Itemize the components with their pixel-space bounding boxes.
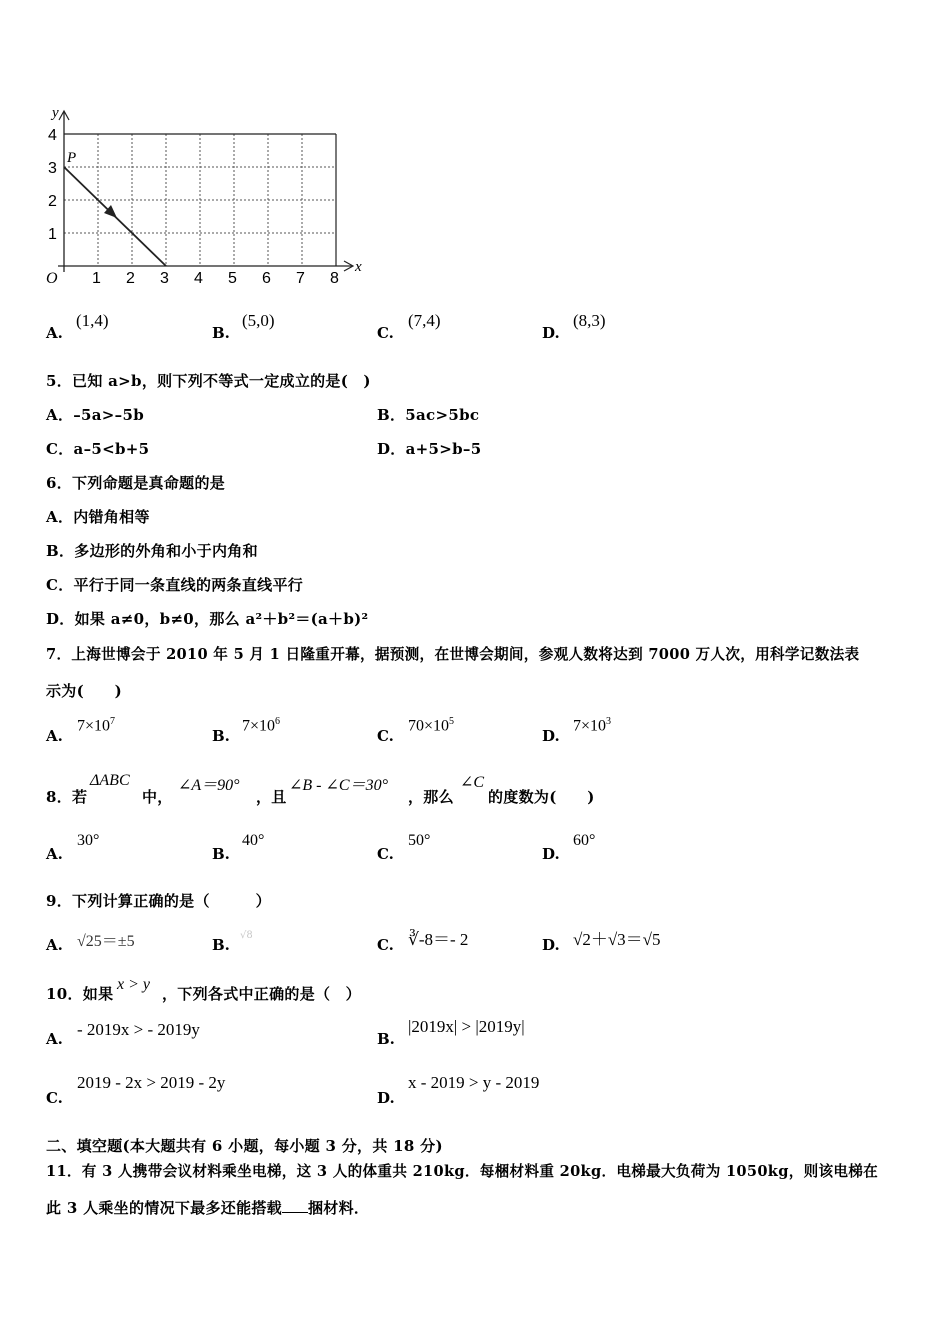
q5-option-d-letter: D． (377, 440, 406, 458)
q11-line2 (46, 1197, 369, 1218)
x-tick-3: 3 (160, 270, 169, 287)
q9-option-b-letter: B. (212, 936, 230, 954)
q8-prefix: 8．若 (46, 788, 88, 806)
q7-option-b-letter: B. (212, 727, 230, 745)
y-tick-4: 4 (48, 127, 57, 144)
q9-option-a-value: √25＝±5 (77, 933, 135, 950)
q10-option-a-letter: A. (46, 1030, 63, 1048)
q8-option-b-letter: B. (212, 845, 230, 863)
q4-option-a-letter: A. (46, 324, 63, 342)
q5-option-a (46, 404, 144, 425)
y-tick-1: 1 (48, 226, 57, 243)
q10-option-d-value: x - 2019 > y - 2019 (408, 1073, 540, 1092)
q10-option-c-value: 2019 - 2x > 2019 - 2y (77, 1073, 226, 1092)
q8-option-a-letter: A. (46, 845, 63, 863)
q8-mid1: 中， (142, 788, 173, 806)
q5-option-b-value: 5ac>5bc (405, 406, 480, 424)
q10-option-a-value: - 2019x > - 2019y (77, 1020, 200, 1039)
q7-option-a-value (77, 716, 115, 735)
q7-option-c-exp: 5 (449, 716, 455, 727)
x-tick-4: 4 (194, 270, 203, 287)
x-tick-2: 2 (126, 270, 135, 287)
q10-suffix: ，下列各式中正确的是（ ） (162, 985, 361, 1003)
q7-option-c-base: 70×10 (408, 717, 450, 735)
q4-option-a-value: (1,4) (76, 311, 109, 330)
q5-option-d-value: a+5>b–5 (405, 440, 482, 458)
q8-option-d-letter: D. (542, 845, 560, 863)
q11-answer-blank[interactable] (282, 1198, 308, 1213)
q10-option-b-letter: B. (377, 1030, 395, 1048)
q7-option-b-value (242, 716, 280, 735)
q10-option-d-letter: D. (377, 1089, 395, 1107)
y-tick-2: 2 (48, 193, 57, 210)
q7-stem-line1: 7．上海世博会于 2010 年 5 月 1 日隆重开幕，据预测，在世博会期间，参观人数将达到 7000 万人次，用科学记数法表 (46, 646, 860, 663)
x-tick-1: 1 (92, 270, 101, 287)
q8-cond1: ∠A＝90° (178, 777, 240, 794)
y-tick-labels (48, 127, 57, 243)
q5-option-a-letter: A． (46, 406, 74, 424)
point-label-p: P (67, 150, 77, 166)
q5-stem: 5．已知 a>b，则下列不等式一定成立的是( ) (46, 372, 371, 390)
q4-option-d-letter: D. (542, 324, 560, 342)
q9-option-a-letter: A. (46, 936, 63, 954)
q5-option-a-value: –5a>–5b (73, 406, 144, 424)
q5-option-c (46, 438, 149, 459)
q5-option-c-letter: C． (46, 440, 74, 458)
q8-option-d-value: 60° (573, 832, 596, 849)
q7-option-c-letter: C. (377, 727, 394, 745)
q7-option-c-value (408, 716, 454, 735)
q4-option-c-value: (7,4) (408, 311, 441, 330)
q8-option-b-value: 40° (242, 832, 265, 849)
q7-stem-line2: 示为( ) (46, 682, 122, 700)
q6-option-b: B．多边形的外角和小于内角和 (46, 542, 258, 560)
q4-option-b-letter: B. (212, 324, 230, 342)
x-tick-5: 5 (228, 270, 237, 287)
q9-option-c-value: ∛-8＝- 2 (408, 930, 469, 949)
q5-option-b-letter: B． (377, 406, 406, 424)
q7-option-d-exp: 3 (606, 716, 612, 727)
q7-option-a-letter: A. (46, 727, 63, 745)
q9-option-b-value: √8 (240, 930, 253, 941)
q7-option-d-value (573, 716, 611, 735)
q8-option-c-letter: C. (377, 845, 394, 863)
x-tick-6: 6 (262, 270, 271, 287)
q7-option-d-base: 7×10 (573, 717, 607, 735)
q10-cond: x > y (117, 976, 150, 993)
q6-stem: 6．下列命题是真命题的是 (46, 474, 226, 492)
q10-prefix: 10．如果 (46, 985, 114, 1003)
q6-option-d: D．如果 a≠0，b≠0，那么 a²＋b²＝(a＋b)² (46, 610, 369, 628)
section2-title: 二、填空题(本大题共有 6 小题，每小题 3 分，共 18 分) (46, 1137, 443, 1155)
y-axis-label: y (52, 105, 59, 121)
q8-angle: ∠C (460, 774, 485, 791)
origin-label: O (46, 270, 58, 287)
q8-mid2: ，且 (256, 788, 287, 806)
q10-option-b-value: |2019x| > |2019y| (408, 1017, 525, 1036)
q6-option-c: C．平行于同一条直线的两条直线平行 (46, 576, 304, 594)
q4-option-c-letter: C. (377, 324, 394, 342)
q10-option-c-letter: C. (46, 1089, 63, 1107)
q11-line2-a: 此 3 人乘坐的情况下最多还能搭载 (46, 1199, 282, 1217)
q6-option-a: A．内错角相等 (46, 508, 150, 526)
q7-option-b-exp: 6 (275, 716, 281, 727)
q11-line2-b: 捆材料． (307, 1199, 370, 1217)
x-tick-labels (92, 270, 339, 287)
q8-option-c-value: 50° (408, 832, 431, 849)
q11-line1: 11．有 3 人携带会议材料乘坐电梯，这 3 人的体重共 210kg．每梱材料重 20kg．电梯最大负荷为 1050kg，则该电梯在 (46, 1163, 879, 1180)
q8-cond2: ∠B - ∠C＝30° (289, 777, 388, 794)
q8-suffix: 的度数为( ) (488, 788, 595, 806)
q7-option-b-base: 7×10 (242, 717, 276, 735)
coordinate-graph (30, 100, 380, 290)
y-tick-3: 3 (48, 160, 57, 177)
grid-lines (64, 134, 336, 266)
q7-option-a-exp: 7 (110, 716, 116, 727)
q5-option-b (377, 404, 479, 425)
q9-option-c-letter: C. (377, 936, 394, 954)
q4-option-d-value: (8,3) (573, 311, 606, 330)
q8-triangle: ΔABC (90, 772, 130, 789)
x-axis-label: x (355, 259, 362, 275)
q5-option-d (377, 438, 481, 459)
x-tick-8: 8 (330, 270, 339, 287)
q4-option-b-value: (5,0) (242, 311, 275, 330)
q8-mid3: ，那么 (408, 788, 454, 806)
q5-option-c-value: a–5<b+5 (73, 440, 150, 458)
q9-option-d-value: √2＋√3＝√5 (573, 930, 661, 949)
q9-stem: 9．下列计算正确的是（ ） (46, 892, 271, 910)
q9-option-d-letter: D. (542, 936, 560, 954)
q7-option-d-letter: D. (542, 727, 560, 745)
x-tick-7: 7 (296, 270, 305, 287)
q7-option-a-base: 7×10 (77, 717, 111, 735)
q8-option-a-value: 30° (77, 832, 100, 849)
